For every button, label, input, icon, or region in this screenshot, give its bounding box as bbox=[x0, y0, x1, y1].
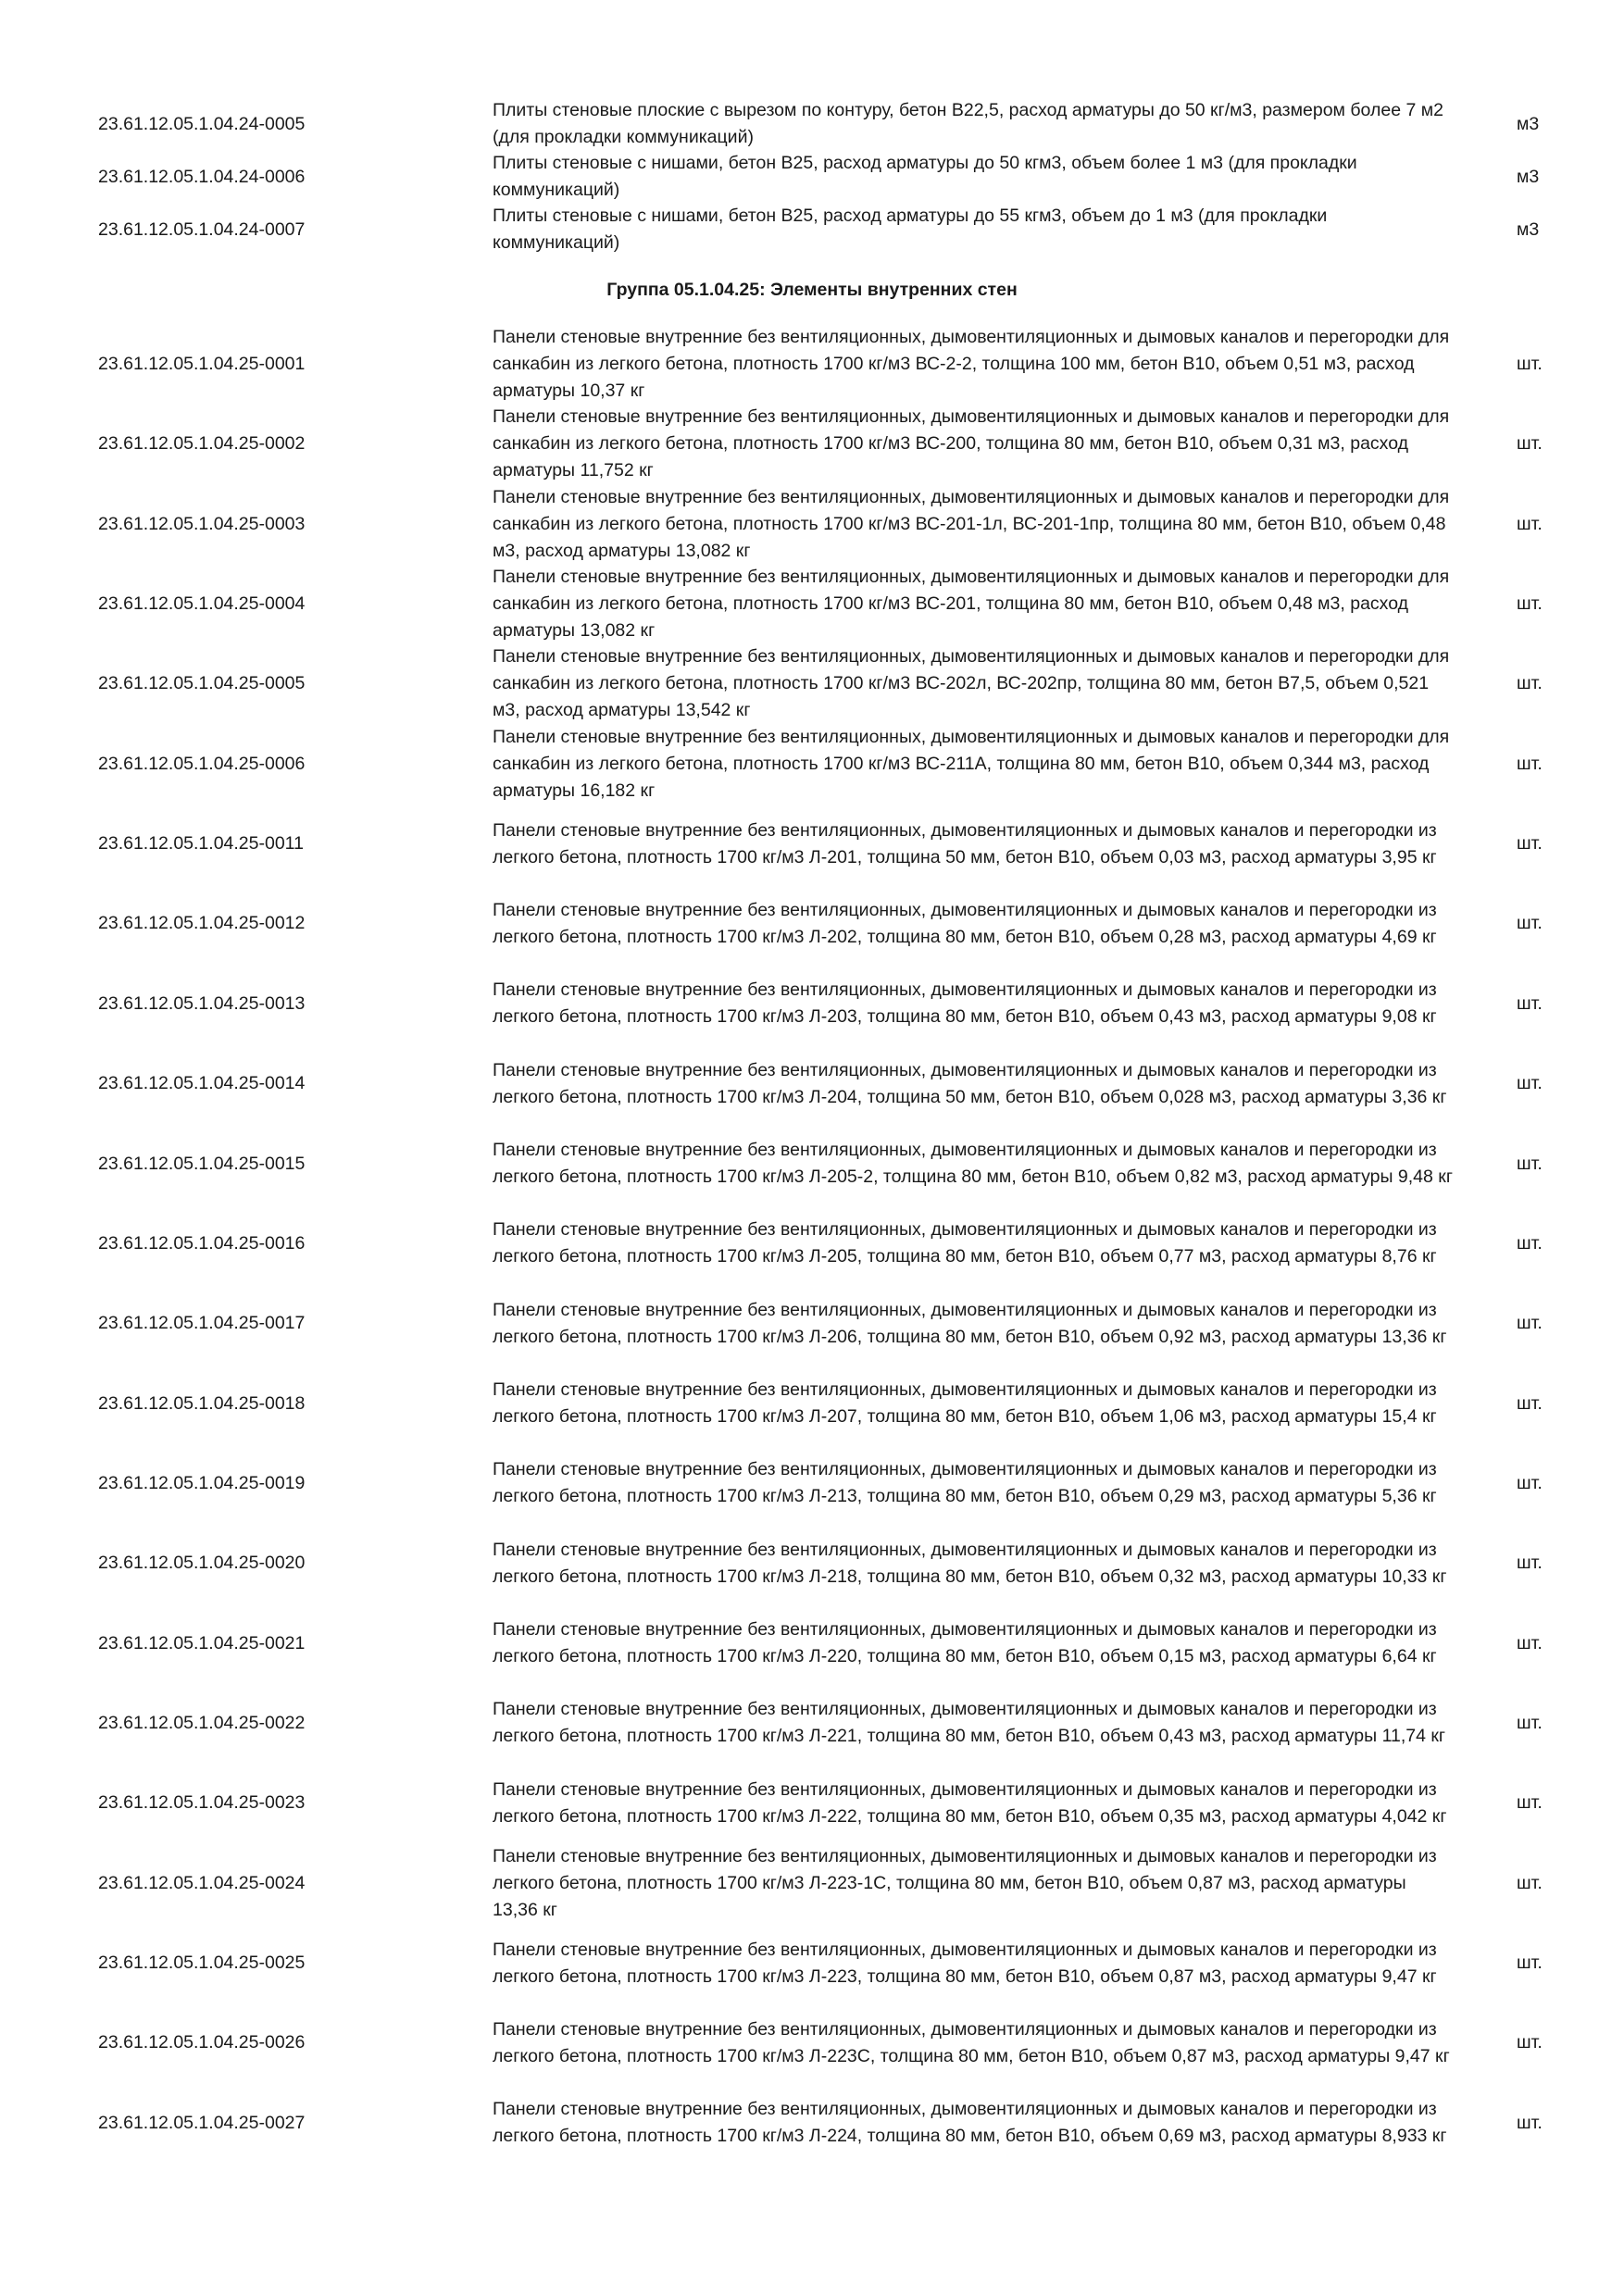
table-row bbox=[0, 643, 1624, 724]
table-row bbox=[0, 97, 1624, 151]
item-description: Панели стеновые внутренние без вентиляционных, дымовентиляционных и дымовых каналов и перегородки из легкого бетона, плотность 1700 кг/м3 Л-221, толщина 80 мм, бетон В10, объем 0,43 м3, расход арматуры 11,74 кг bbox=[493, 1699, 1445, 1747]
item-description: Панели стеновые внутренние без вентиляционных, дымовентиляционных и дымовых каналов и перегородки из легкого бетона, плотность 1700 кг/м3 Л-223, толщина 80 мм, бетон В10, объем 0,87 м3, расход арматуры 9,47 кг bbox=[493, 1939, 1437, 1987]
item-description: Панели стеновые внутренние без вентиляционных, дымовентиляционных и дымовых каналов и перегородки из легкого бетона, плотность 1700 кг/м3 Л-202, толщина 80 мм, бетон В10, объем 0,28 м3, расход арматуры 4,69 кг bbox=[493, 899, 1437, 947]
item-code: 23.61.12.05.1.04.25-0023 bbox=[98, 1792, 306, 1814]
item-description: Плиты стеновые с нишами, бетон В25, расход арматуры до 50 кгм3, объем более 1 м3 (для прокладки коммуникаций) bbox=[493, 153, 1357, 200]
item-code: 23.61.12.05.1.04.25-0017 bbox=[98, 1313, 306, 1334]
item-code: 23.61.12.05.1.04.25-0014 bbox=[98, 1073, 306, 1094]
item-unit: шт. bbox=[1517, 913, 1543, 934]
item-code: 23.61.12.05.1.04.25-0018 bbox=[98, 1392, 306, 1414]
table-row bbox=[0, 324, 1624, 405]
item-unit: шт. bbox=[1517, 433, 1543, 455]
item-code: 23.61.12.05.1.04.24-0006 bbox=[98, 166, 306, 187]
item-description: Панели стеновые внутренние без вентиляционных, дымовентиляционных и дымовых каналов и перегородки для санкабин из легкого бетона, плотность 1700 кг/м3 ВС-201-1л, ВС-201-1пр, толщина 80 мм, бетон В10, объем 0,48 м3, расход арматуры 13,082 кг bbox=[493, 486, 1450, 561]
item-code: 23.61.12.05.1.04.25-0015 bbox=[98, 1153, 306, 1174]
item-code: 23.61.12.05.1.04.25-0019 bbox=[98, 1472, 306, 1493]
table-row bbox=[0, 1603, 1624, 1684]
item-unit: шт. bbox=[1517, 753, 1543, 774]
item-code: 23.61.12.05.1.04.25-0004 bbox=[98, 593, 306, 615]
item-unit: шт. bbox=[1517, 1712, 1543, 1733]
item-description: Панели стеновые внутренние без вентиляционных, дымовентиляционных и дымовых каналов и перегородки из легкого бетона, плотность 1700 кг/м3 Л-201, толщина 50 мм, бетон В10, объем 0,03 м3, расход арматуры 3,95 кг bbox=[493, 819, 1437, 867]
table-row bbox=[0, 1443, 1624, 1524]
table-row bbox=[0, 150, 1624, 204]
item-description: Панели стеновые внутренние без вентиляционных, дымовентиляционных и дымовых каналов и перегородки из легкого бетона, плотность 1700 кг/м3 Л-213, толщина 80 мм, бетон В10, объем 0,29 м3, расход арматуры 5,36 кг bbox=[493, 1459, 1437, 1507]
item-unit: шт. bbox=[1517, 673, 1543, 694]
item-description: Панели стеновые внутренние без вентиляционных, дымовентиляционных и дымовых каналов и перегородки из легкого бетона, плотность 1700 кг/м3 Л-205-2, толщина 80 мм, бетон В10, объем 0,82 м3, расход арматуры 9,48 кг bbox=[493, 1140, 1453, 1187]
item-description: Панели стеновые внутренние без вентиляционных, дымовентиляционных и дымовых каналов и перегородки из легкого бетона, плотность 1700 кг/м3 Л-223-1С, толщина 80 мм, бетон В10, объем 0,87 м3, расход арматуры 13,36 кг bbox=[493, 1845, 1437, 1920]
item-code: 23.61.12.05.1.04.25-0006 bbox=[98, 753, 306, 774]
item-unit: шт. bbox=[1517, 1153, 1543, 1174]
item-code: 23.61.12.05.1.04.25-0027 bbox=[98, 2112, 306, 2133]
item-code: 23.61.12.05.1.04.25-0011 bbox=[98, 833, 304, 855]
item-unit: шт. bbox=[1517, 354, 1543, 374]
item-description: Панели стеновые внутренние без вентиляционных, дымовентиляционных и дымовых каналов и перегородки для санкабин из легкого бетона, плотность 1700 кг/м3 ВС-200, толщина 80 мм, бетон В10, объем 0,31 м3, расход арматуры 11,752 кг bbox=[493, 406, 1450, 481]
item-unit: шт. bbox=[1517, 593, 1543, 615]
item-unit: шт. bbox=[1517, 1553, 1543, 1574]
table-row bbox=[0, 203, 1624, 256]
item-code: 23.61.12.05.1.04.25-0003 bbox=[98, 513, 306, 534]
item-description: Панели стеновые внутренние без вентиляционных, дымовентиляционных и дымовых каналов и перегородки из легкого бетона, плотность 1700 кг/м3 Л-218, толщина 80 мм, бетон В10, объем 0,32 м3, расход арматуры 10,33 кг bbox=[493, 1539, 1447, 1587]
table-row bbox=[0, 484, 1624, 565]
table-row bbox=[0, 1364, 1624, 1444]
item-unit: шт. bbox=[1517, 833, 1543, 855]
table-row bbox=[0, 964, 1624, 1044]
item-unit: м3 bbox=[1517, 166, 1540, 187]
item-description: Панели стеновые внутренние без вентиляционных, дымовентиляционных и дымовых каналов и перегородки из легкого бетона, плотность 1700 кг/м3 Л-220, толщина 80 мм, бетон В10, объем 0,15 м3, расход арматуры 6,64 кг bbox=[493, 1619, 1437, 1667]
item-unit: шт. bbox=[1517, 2112, 1543, 2133]
table-row bbox=[0, 1124, 1624, 1204]
item-unit: шт. bbox=[1517, 1232, 1543, 1254]
table-row bbox=[0, 1523, 1624, 1603]
item-description: Панели стеновые внутренние без вентиляционных, дымовентиляционных и дымовых каналов и перегородки для санкабин из легкого бетона, плотность 1700 кг/м3 ВС-2-2, толщина 100 мм, бетон В10, объем 0,51 м3, расход арматуры 10,37 кг bbox=[493, 327, 1450, 401]
item-unit: шт. bbox=[1517, 513, 1543, 534]
item-code: 23.61.12.05.1.04.25-0021 bbox=[98, 1632, 306, 1653]
item-unit: шт. bbox=[1517, 1073, 1543, 1094]
table-row bbox=[0, 804, 1624, 884]
table-row bbox=[0, 1843, 1624, 1924]
item-unit: шт. bbox=[1517, 992, 1543, 1014]
table-row bbox=[0, 1204, 1624, 1284]
item-code: 23.61.12.05.1.04.25-0005 bbox=[98, 673, 306, 694]
item-unit: м3 bbox=[1517, 218, 1540, 240]
item-description: Панели стеновые внутренние без вентиляционных, дымовентиляционных и дымовых каналов и перегородки из легкого бетона, плотность 1700 кг/м3 Л-205, толщина 80 мм, бетон В10, объем 0,77 м3, расход арматуры 8,76 кг bbox=[493, 1219, 1437, 1267]
item-code: 23.61.12.05.1.04.25-0012 bbox=[98, 913, 306, 934]
table-row bbox=[0, 724, 1624, 805]
item-unit: шт. bbox=[1517, 1472, 1543, 1493]
item-unit: шт. bbox=[1517, 1632, 1543, 1653]
item-unit: шт. bbox=[1517, 2032, 1543, 2053]
table-row bbox=[0, 2003, 1624, 2083]
item-description: Панели стеновые внутренние без вентиляционных, дымовентиляционных и дымовых каналов и перегородки из легкого бетона, плотность 1700 кг/м3 Л-223С, толщина 80 мм, бетон В10, объем 0,87 м3, расход арматуры 9,47 кг bbox=[493, 2018, 1450, 2066]
table-row bbox=[0, 1763, 1624, 1843]
item-code: 23.61.12.05.1.04.25-0016 bbox=[98, 1232, 306, 1254]
item-description: Панели стеновые внутренние без вентиляционных, дымовентиляционных и дымовых каналов и перегородки из легкого бетона, плотность 1700 кг/м3 Л-222, толщина 80 мм, бетон В10, объем 0,35 м3, расход арматуры 4,042 кг bbox=[493, 1778, 1447, 1827]
item-code: 23.61.12.05.1.04.25-0013 bbox=[98, 992, 306, 1014]
table-row bbox=[0, 2083, 1624, 2164]
item-code: 23.61.12.05.1.04.25-0002 bbox=[98, 433, 306, 455]
item-code: 23.61.12.05.1.04.25-0001 bbox=[98, 354, 306, 374]
group-heading: Группа 05.1.04.25: Элементы внутренних стен bbox=[606, 280, 1018, 300]
item-description: Панели стеновые внутренние без вентиляционных, дымовентиляционных и дымовых каналов и перегородки для санкабин из легкого бетона, плотность 1700 кг/м3 ВС-201, толщина 80 мм, бетон В10, объем 0,48 м3, расход арматуры 13,082 кг bbox=[493, 567, 1450, 642]
item-code: 23.61.12.05.1.04.25-0020 bbox=[98, 1553, 306, 1574]
table-row bbox=[0, 1923, 1624, 2003]
item-description: Панели стеновые внутренние без вентиляционных, дымовентиляционных и дымовых каналов и перегородки из легкого бетона, плотность 1700 кг/м3 Л-224, толщина 80 мм, бетон В10, объем 0,69 м3, расход арматуры 8,933 кг bbox=[493, 2099, 1447, 2147]
item-code: 23.61.12.05.1.04.24-0005 bbox=[98, 113, 306, 134]
item-description: Панели стеновые внутренние без вентиляционных, дымовентиляционных и дымовых каналов и перегородки для санкабин из легкого бетона, плотность 1700 кг/м3 ВС-211А, толщина 80 мм, бетон В10, объем 0,344 м3, расход арматуры 16,182 кг bbox=[493, 726, 1450, 801]
item-description: Плиты стеновые с нишами, бетон В25, расход арматуры до 55 кгм3, объем до 1 м3 (для прокладки коммуникаций) bbox=[493, 206, 1328, 253]
table-row bbox=[0, 404, 1624, 484]
item-code: 23.61.12.05.1.04.25-0024 bbox=[98, 1872, 306, 1893]
item-description: Панели стеновые внутренние без вентиляционных, дымовентиляционных и дымовых каналов и перегородки из легкого бетона, плотность 1700 кг/м3 Л-203, толщина 80 мм, бетон В10, объем 0,43 м3, расход арматуры 9,08 кг bbox=[493, 980, 1437, 1028]
item-description: Плиты стеновые плоские с вырезом по контуру, бетон В22,5, расход арматуры до 50 кг/м3, размером более 7 м2 (для прокладки коммуникаций) bbox=[493, 100, 1443, 147]
table-row bbox=[0, 1043, 1624, 1124]
item-unit: шт. bbox=[1517, 1313, 1543, 1334]
table-row bbox=[0, 564, 1624, 644]
item-unit: шт. bbox=[1517, 1953, 1543, 1973]
item-unit: шт. bbox=[1517, 1872, 1543, 1893]
item-unit: шт. bbox=[1517, 1392, 1543, 1414]
item-code: 23.61.12.05.1.04.24-0007 bbox=[98, 218, 306, 240]
item-unit: шт. bbox=[1517, 1792, 1543, 1814]
item-code: 23.61.12.05.1.04.25-0025 bbox=[98, 1953, 306, 1973]
table-row bbox=[0, 1683, 1624, 1764]
table-row bbox=[0, 1283, 1624, 1364]
item-unit: м3 bbox=[1517, 113, 1540, 134]
item-code: 23.61.12.05.1.04.25-0022 bbox=[98, 1712, 306, 1733]
item-code: 23.61.12.05.1.04.25-0026 bbox=[98, 2032, 306, 2053]
table-row bbox=[0, 883, 1624, 964]
item-description: Панели стеновые внутренние без вентиляционных, дымовентиляционных и дымовых каналов и перегородки из легкого бетона, плотность 1700 кг/м3 Л-204, толщина 50 мм, бетон В10, объем 0,028 м3, расход арматуры 3,36 кг bbox=[493, 1059, 1447, 1107]
item-description: Панели стеновые внутренние без вентиляционных, дымовентиляционных и дымовых каналов и перегородки из легкого бетона, плотность 1700 кг/м3 Л-207, толщина 80 мм, бетон В10, объем 1,06 м3, расход арматуры 15,4 кг bbox=[493, 1379, 1437, 1428]
item-description: Панели стеновые внутренние без вентиляционных, дымовентиляционных и дымовых каналов и перегородки из легкого бетона, плотность 1700 кг/м3 Л-206, толщина 80 мм, бетон В10, объем 0,92 м3, расход арматуры 13,36 кг bbox=[493, 1299, 1447, 1347]
item-description: Панели стеновые внутренние без вентиляционных, дымовентиляционных и дымовых каналов и перегородки для санкабин из легкого бетона, плотность 1700 кг/м3 ВС-202л, ВС-202пр, толщина 80 мм, бетон В7,5, объем 0,521 м3, расход арматуры 13,542 кг bbox=[493, 646, 1450, 721]
